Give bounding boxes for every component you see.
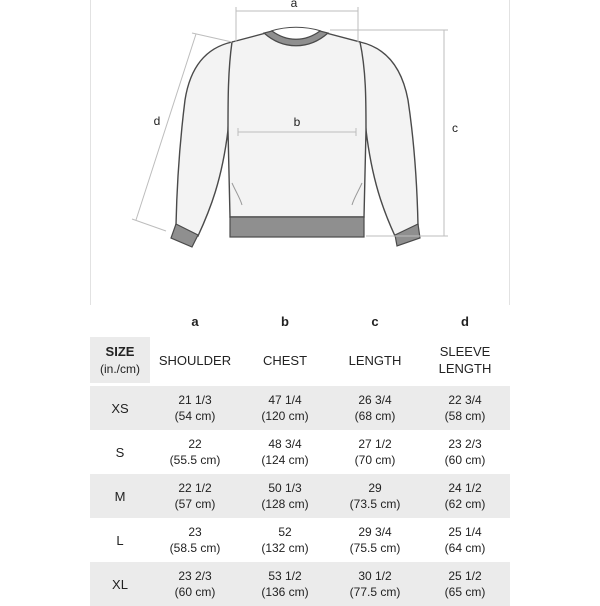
value-cell: 21 1/3 (54 cm) xyxy=(174,393,216,423)
table-row xyxy=(90,430,510,474)
size-cell: XS xyxy=(111,400,129,416)
dim-b-label: b xyxy=(293,115,301,129)
letter-b: b xyxy=(281,313,289,329)
letters-empty-cell xyxy=(90,305,150,337)
value-cell: 29 3/4 (75.5 cm) xyxy=(349,525,401,555)
letter-d: d xyxy=(461,313,469,329)
header-chest xyxy=(240,337,330,383)
size-cell: XL xyxy=(112,576,128,592)
size-cell: L xyxy=(116,532,124,548)
unit-label: (in./cm) xyxy=(100,361,140,376)
value-cell: 25 1/2 (65 cm) xyxy=(444,569,486,599)
value-cell: 53 1/2 (136 cm) xyxy=(261,569,309,599)
collar-inner xyxy=(271,27,321,31)
table-row xyxy=(90,386,510,430)
table-row xyxy=(90,474,510,518)
measurement-letters-row xyxy=(90,305,510,337)
header-label: CHEST xyxy=(262,352,308,368)
value-cell: 23 2/3 (60 cm) xyxy=(444,437,486,467)
size-cell: M xyxy=(114,488,126,504)
value-cell: 22 1/2 (57 cm) xyxy=(174,481,216,511)
value-cell: 24 1/2 (62 cm) xyxy=(444,481,486,511)
size-cell: S xyxy=(115,444,125,460)
value-cell: 29 (73.5 cm) xyxy=(349,481,401,511)
dim-a-label: a xyxy=(290,0,298,10)
right-sleeve xyxy=(360,42,418,236)
dim-c-label: c xyxy=(452,121,458,135)
dim-d-tick-bottom xyxy=(132,219,166,231)
size-chart-table xyxy=(90,305,510,606)
letter-a: a xyxy=(191,313,199,329)
value-cell: 50 1/3 (128 cm) xyxy=(261,481,309,511)
header-sleeve-length xyxy=(420,337,510,383)
value-cell: 22 3/4 (58 cm) xyxy=(444,393,486,423)
value-cell: 52 (132 cm) xyxy=(261,525,309,555)
header-row xyxy=(90,337,510,383)
dim-d-tick-top xyxy=(192,33,232,42)
value-cell: 26 3/4 (68 cm) xyxy=(354,393,396,423)
header-label: LENGTH xyxy=(348,352,402,368)
waistband xyxy=(230,217,364,237)
size-header xyxy=(90,337,150,383)
header-length xyxy=(330,337,420,383)
value-cell: 27 1/2 (70 cm) xyxy=(354,437,396,467)
size-label: SIZE xyxy=(105,343,135,359)
value-cell: 25 1/4 (64 cm) xyxy=(444,525,486,555)
header-label-2: LENGTH xyxy=(438,361,492,376)
dim-d-label: d xyxy=(153,114,161,128)
header-label: SHOULDER xyxy=(158,352,232,368)
value-cell: 23 2/3 (60 cm) xyxy=(174,569,216,599)
value-cell: 47 1/4 (120 cm) xyxy=(261,393,309,423)
header-shoulder xyxy=(150,337,240,383)
letter-c: c xyxy=(371,313,379,329)
table-row xyxy=(90,562,510,606)
value-cell: 23 (58.5 cm) xyxy=(169,525,221,555)
table-row xyxy=(90,518,510,562)
value-cell: 30 1/2 (77.5 cm) xyxy=(349,569,401,599)
header-label: SLEEVE xyxy=(439,344,491,359)
value-cell: 48 3/4 (124 cm) xyxy=(261,437,309,467)
value-cell: 22 (55.5 cm) xyxy=(169,437,221,467)
